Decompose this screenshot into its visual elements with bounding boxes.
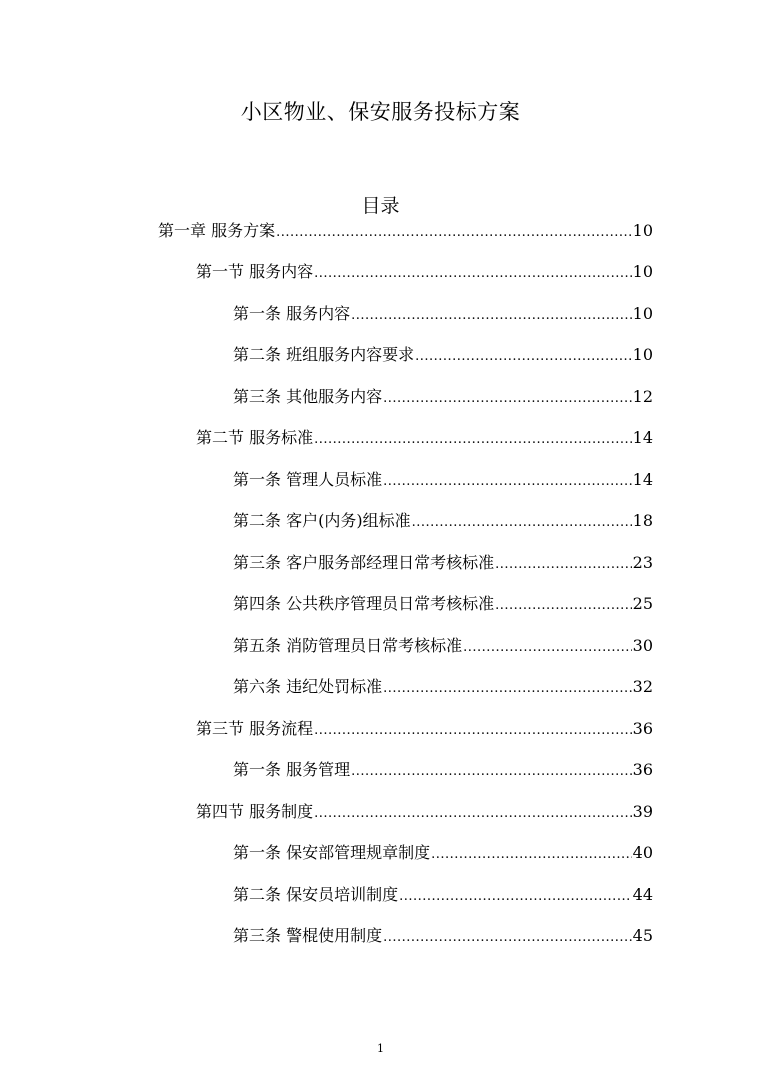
toc-entry-article[interactable] bbox=[233, 634, 653, 658]
toc-entry-section-3[interactable] bbox=[196, 717, 653, 741]
toc-entry-page: 23 bbox=[632, 553, 653, 572]
toc-entry-label: 第三条 警棍使用制度 bbox=[233, 926, 383, 945]
dot-leader bbox=[314, 802, 632, 826]
toc-entry-article[interactable] bbox=[233, 841, 653, 865]
toc-entry-label: 第三节 服务流程 bbox=[196, 719, 314, 738]
toc-entry-page: 10 bbox=[632, 221, 653, 240]
toc-entry-page: 45 bbox=[632, 926, 653, 945]
toc-entry-page: 40 bbox=[632, 843, 653, 862]
toc-entry-label: 第四条 公共秩序管理员日常考核标准 bbox=[233, 594, 495, 613]
toc-entry-article[interactable] bbox=[233, 343, 653, 367]
toc-entry-page: 25 bbox=[632, 594, 653, 613]
toc-entry-section-1[interactable] bbox=[196, 260, 653, 284]
dot-leader bbox=[383, 470, 632, 494]
toc-entry-label: 第二条 保安员培训制度 bbox=[233, 885, 399, 904]
dot-leader bbox=[463, 636, 632, 660]
toc-entry-label: 第五条 消防管理员日常考核标准 bbox=[233, 636, 463, 655]
dot-leader bbox=[415, 345, 632, 369]
dot-leader bbox=[412, 511, 632, 535]
toc-entry-article[interactable] bbox=[233, 758, 653, 782]
toc-entry-article[interactable] bbox=[233, 675, 653, 699]
dot-leader bbox=[383, 677, 632, 701]
toc-heading: 目录 bbox=[361, 195, 400, 217]
toc-entry-article[interactable] bbox=[233, 468, 653, 492]
toc-entry-label: 第四节 服务制度 bbox=[196, 802, 314, 821]
toc-entry-article[interactable] bbox=[233, 592, 653, 616]
document-title: 小区物业、保安服务投标方案 bbox=[240, 100, 521, 124]
toc-entry-label: 第一条 服务管理 bbox=[233, 760, 351, 779]
toc-entry-page: 14 bbox=[632, 428, 653, 447]
toc-entry-article[interactable] bbox=[233, 302, 653, 326]
toc-entry-label: 第二条 班组服务内容要求 bbox=[233, 345, 415, 364]
toc-entry-label: 第三条 其他服务内容 bbox=[233, 387, 383, 406]
dot-leader bbox=[399, 885, 632, 909]
dot-leader bbox=[351, 760, 632, 784]
dot-leader bbox=[276, 221, 632, 245]
toc-entry-chapter-1[interactable] bbox=[158, 219, 653, 243]
toc-entry-label: 第二条 客户(内务)组标准 bbox=[233, 511, 411, 530]
dot-leader bbox=[431, 843, 632, 867]
dot-leader bbox=[383, 387, 632, 411]
toc-entry-page: 36 bbox=[632, 719, 653, 738]
toc-entry-page: 39 bbox=[632, 802, 653, 821]
toc-entry-label: 第六条 违纪处罚标准 bbox=[233, 677, 383, 696]
toc-entry-section-2[interactable] bbox=[196, 426, 653, 450]
toc-entry-article[interactable] bbox=[233, 883, 653, 907]
dot-leader bbox=[495, 553, 632, 577]
toc-entry-label: 第一条 管理人员标准 bbox=[233, 470, 383, 489]
dot-leader bbox=[383, 926, 632, 950]
toc-entry-section-4[interactable] bbox=[196, 800, 653, 824]
toc-entry-page: 14 bbox=[632, 470, 653, 489]
toc-entry-page: 30 bbox=[632, 636, 653, 655]
dot-leader bbox=[314, 428, 632, 452]
page-number: 1 bbox=[377, 1042, 384, 1055]
toc-entry-label: 第三条 客户服务部经理日常考核标准 bbox=[233, 553, 495, 572]
dot-leader bbox=[495, 594, 632, 618]
toc-entry-label: 第二节 服务标准 bbox=[196, 428, 314, 447]
dot-leader bbox=[314, 262, 632, 286]
toc-entry-label: 第一条 保安部管理规章制度 bbox=[233, 843, 431, 862]
toc-entry-article[interactable] bbox=[233, 385, 653, 409]
toc-entry-page: 18 bbox=[632, 511, 653, 530]
toc-entry-label: 第一节 服务内容 bbox=[196, 262, 314, 281]
toc-entry-page: 36 bbox=[632, 760, 653, 779]
toc-entry-page: 10 bbox=[632, 262, 653, 281]
toc-entry-label: 第一条 服务内容 bbox=[233, 304, 351, 323]
toc-entry-page: 12 bbox=[632, 387, 653, 406]
toc-entry-page: 10 bbox=[632, 345, 653, 364]
toc-entry-article[interactable] bbox=[233, 924, 653, 948]
toc-entry-page: 44 bbox=[632, 885, 653, 904]
dot-leader bbox=[314, 719, 632, 743]
toc-entry-article[interactable] bbox=[233, 509, 653, 533]
toc-entry-label: 第一章 服务方案 bbox=[158, 221, 276, 240]
toc-entry-article[interactable] bbox=[233, 551, 653, 575]
toc-entry-page: 32 bbox=[632, 677, 653, 696]
toc-entry-page: 10 bbox=[632, 304, 653, 323]
dot-leader bbox=[351, 304, 632, 328]
